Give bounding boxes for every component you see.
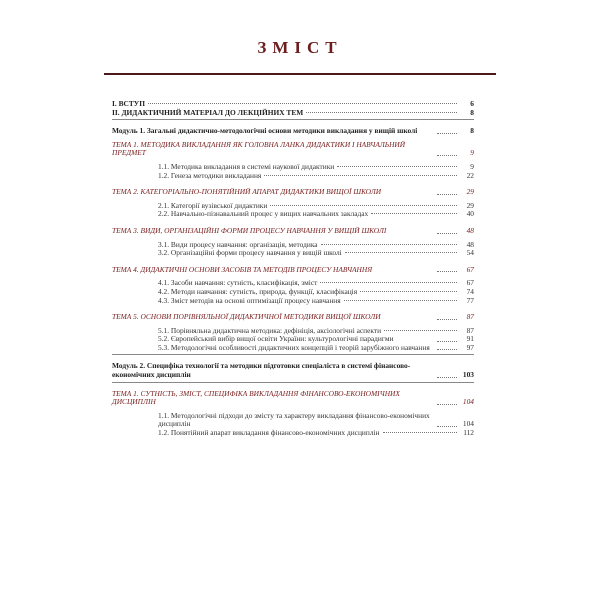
table-of-contents bbox=[112, 100, 474, 438]
entry-page: 9 bbox=[470, 148, 474, 158]
leader-dots bbox=[264, 175, 457, 176]
entry-text: 2.2. Навчально-пізнавальний процес у вищих навчальних закладах bbox=[158, 209, 369, 219]
leader-dots bbox=[148, 103, 457, 104]
toc-entry[interactable] bbox=[112, 210, 474, 219]
leader-dots bbox=[437, 341, 457, 342]
entry-page: 9 bbox=[470, 161, 474, 171]
toc-entry[interactable] bbox=[112, 109, 474, 118]
leader-dots bbox=[437, 426, 457, 427]
leader-dots bbox=[321, 244, 457, 245]
section-divider bbox=[112, 382, 474, 383]
leader-dots bbox=[383, 432, 457, 433]
entry-page: 104 bbox=[462, 419, 474, 429]
entry-text: І. ВСТУП bbox=[112, 99, 145, 108]
entry-page: 67 bbox=[466, 278, 474, 288]
toc-entry[interactable] bbox=[112, 344, 474, 353]
entry-text: ТЕМА 5. ОСНОВИ ПОРІВНЯЛЬНОЇ ДИДАКТИЧНОЇ МЕТОДИКИ ВИЩОЇ ШКОЛИ bbox=[112, 312, 381, 322]
section-divider bbox=[112, 354, 474, 355]
toc-entry[interactable] bbox=[112, 362, 474, 379]
leader-dots bbox=[320, 282, 457, 283]
entry-page: 87 bbox=[466, 312, 474, 322]
entry-page: 48 bbox=[466, 225, 474, 235]
entry-text: 1.1. Методика викладання в системі наукової дидактики bbox=[158, 161, 335, 171]
entry-page: 97 bbox=[466, 342, 474, 352]
entry-page: 6 bbox=[470, 99, 474, 108]
leader-dots bbox=[437, 319, 457, 320]
leader-dots bbox=[270, 205, 457, 206]
entry-text: 4.1. Засоби навчання: сутність, класифікація, зміст bbox=[158, 278, 318, 288]
entry-page: 91 bbox=[466, 334, 474, 344]
entry-text: ТЕМА 2. КАТЕГОРІАЛЬНО-ПОНЯТІЙНИЙ АПАРАТ ДИДАКТИКИ ВИЩОЇ ШКОЛИ bbox=[112, 187, 382, 197]
entry-text: 3.2. Організаційні форми процесу навчання у вищій школі bbox=[158, 248, 342, 258]
entry-text: 5.2. Європейський вибір вищої освіти України: культурологічні парадигми bbox=[158, 334, 394, 344]
entry-text: ТЕМА 3. ВИДИ, ОРГАНІЗАЦІЙНІ ФОРМИ ПРОЦЕСУ НАВЧАННЯ У ВИЩІЙ ШКОЛІ bbox=[112, 225, 387, 235]
entry-page: 8 bbox=[470, 107, 474, 117]
leader-dots bbox=[360, 291, 457, 292]
toc-entry[interactable] bbox=[112, 227, 474, 236]
entry-page: 104 bbox=[462, 397, 474, 407]
entry-page: 40 bbox=[466, 209, 474, 219]
entry-text: Модуль 1. Загальні дидактично-методологічні основи методики викладання у вищій школі bbox=[112, 126, 418, 136]
entry-text: 1.2. Генеза методики викладання bbox=[158, 170, 262, 180]
entry-page: 103 bbox=[462, 370, 474, 380]
leader-dots bbox=[344, 300, 457, 301]
toc-entry[interactable] bbox=[112, 266, 474, 275]
entry-text: 4.3. Зміст методів на основі оптимізації процесу навчання bbox=[158, 295, 341, 305]
toc-entry[interactable] bbox=[112, 313, 474, 322]
entry-page: 87 bbox=[466, 325, 474, 335]
toc-entry[interactable] bbox=[112, 297, 474, 306]
entry-page: 67 bbox=[466, 264, 474, 274]
toc-entry[interactable] bbox=[112, 390, 474, 407]
leader-dots bbox=[437, 133, 457, 134]
toc-entry[interactable] bbox=[112, 249, 474, 258]
entry-text: 3.1. Види процесу навчання: організація, методика bbox=[158, 239, 318, 249]
entry-text: 1.1. Методологічні підходи до змісту та характеру викладання фінансово-економічних дисциплін bbox=[158, 410, 430, 429]
entry-text: 4.2. Методи навчання: сутність, природа, функції, класифікація bbox=[158, 286, 358, 296]
entry-text: Модуль 2. Специфіка технології та методики підготовки спеціаліста в системі фінансово-економічних дисциплін bbox=[112, 361, 411, 380]
leader-dots bbox=[371, 213, 457, 214]
entry-page: 22 bbox=[466, 170, 474, 180]
entry-text: ТЕМА 4. ДИДАКТИЧНІ ОСНОВИ ЗАСОБІВ ТА МЕТОДІВ ПРОЦЕСУ НАВЧАННЯ bbox=[112, 264, 373, 274]
leader-dots bbox=[437, 404, 457, 405]
section-divider bbox=[112, 119, 474, 120]
entry-page: 74 bbox=[466, 286, 474, 296]
entry-text: 5.1. Порівняльна дидактична методика: дефініція, аксіологічні аспекти bbox=[158, 325, 382, 335]
leader-dots bbox=[345, 252, 457, 253]
toc-entry[interactable] bbox=[112, 412, 474, 429]
toc-entry[interactable] bbox=[112, 429, 474, 438]
leader-dots bbox=[306, 112, 457, 113]
entry-page: 29 bbox=[466, 187, 474, 197]
entry-text: 2.1. Категорії вузівської дидактики bbox=[158, 200, 268, 210]
toc-entry[interactable] bbox=[112, 127, 474, 136]
entry-page: 112 bbox=[463, 428, 474, 438]
leader-dots bbox=[437, 155, 457, 156]
entry-page: 54 bbox=[466, 248, 474, 258]
toc-entry[interactable] bbox=[112, 188, 474, 197]
leader-dots bbox=[437, 349, 457, 350]
leader-dots bbox=[384, 330, 457, 331]
entry-text: ІІ. ДИДАКТИЧНИЙ МАТЕРІАЛ ДО ЛЕКЦІЙНИХ ТЕМ bbox=[112, 107, 304, 117]
leader-dots bbox=[437, 377, 457, 378]
entry-page: 48 bbox=[466, 239, 474, 249]
entry-text: ТЕМА 1. МЕТОДИКА ВИКЛАДАННЯ ЯК ГОЛОВНА ЛАНКА ДИДАКТИКИ І НАВЧАЛЬНИЙ ПРЕДМЕТ bbox=[112, 139, 406, 158]
leader-dots bbox=[437, 194, 457, 195]
title-rule bbox=[104, 73, 496, 75]
toc-entry[interactable] bbox=[112, 141, 474, 158]
toc-entry[interactable] bbox=[112, 172, 474, 181]
leader-dots bbox=[437, 233, 457, 234]
entry-text: ТЕМА 1. СУТНІСТЬ, ЗМІСТ, СПЕЦИФІКА ВИКЛАДАННЯ ФІНАНСОВО-ЕКОНОМІЧНИХ ДИСЦИПЛІН bbox=[112, 388, 400, 407]
entry-text: 5.3. Методологічні особливості дидактичних концепцій і теорій зарубіжного навчання bbox=[158, 342, 430, 352]
leader-dots bbox=[337, 166, 457, 167]
entry-text: 1.2. Понятійний апарат викладання фінансово-економічних дисциплін bbox=[158, 428, 380, 438]
entry-page: 29 bbox=[466, 200, 474, 210]
leader-dots bbox=[437, 271, 457, 272]
entry-page: 77 bbox=[466, 295, 474, 305]
page-title: ЗМІСТ bbox=[257, 38, 343, 57]
entry-page: 8 bbox=[470, 126, 474, 136]
